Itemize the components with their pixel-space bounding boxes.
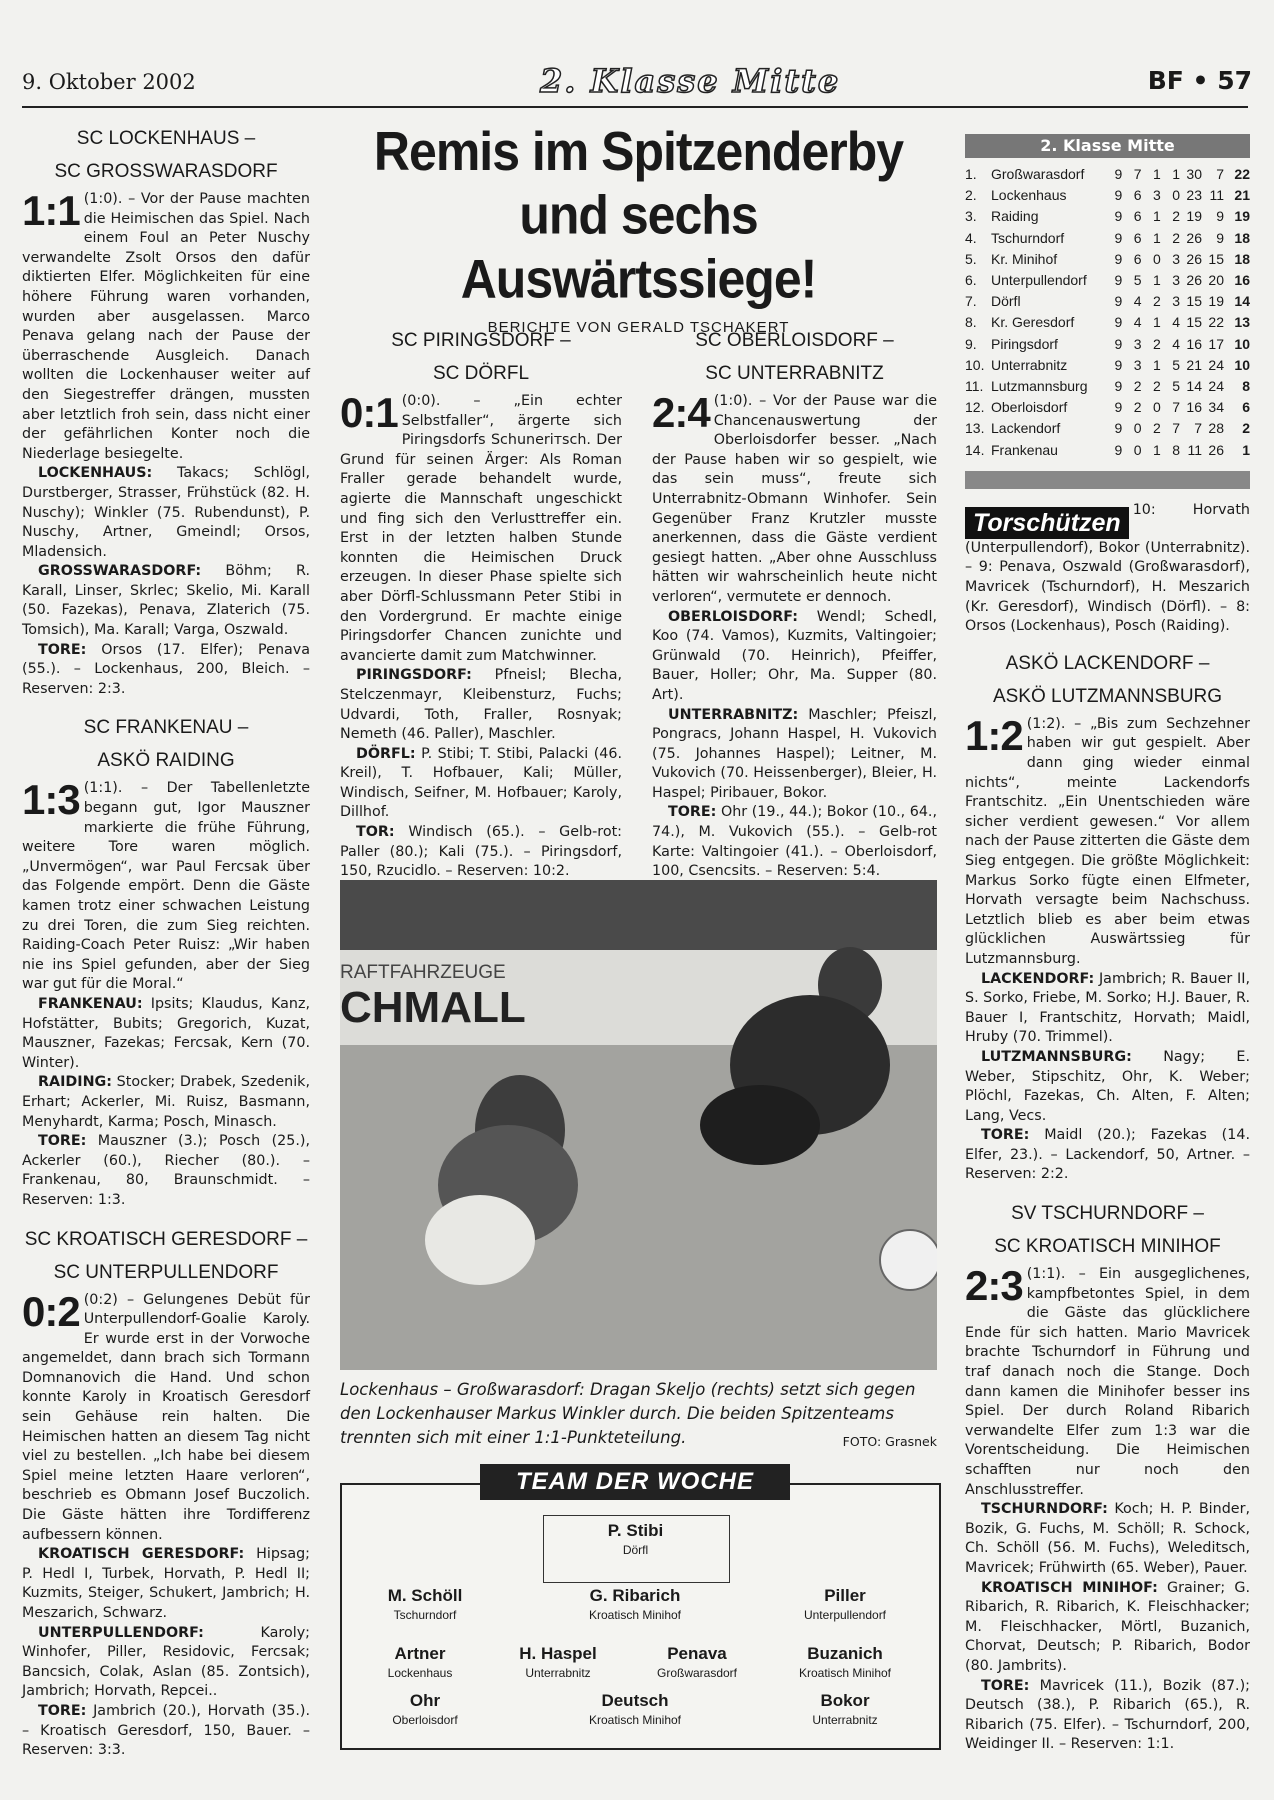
standings-row [965,376,1250,397]
standings-losses: 4 [1172,314,1180,331]
standings-losses: 1 [1172,166,1180,182]
standings-played: 9 [1114,250,1123,267]
match-text: (1:0). – Vor der Pause war die Chancenauswertung der Oberloisdorfer besser. „Nach der Pause haben wir so gespielt, wie das sein muss“, freute sich Unterrabnitz-Obmann Winhofer. Sein Gegenüber Franz Krutzler musste anerkennen, dass die Gäste verdient gesiegt hatten. „Aber ohne Ausschluss hätten wir wahrscheinlich heute nicht verloren“, vermutete er dennoch. [652,393,937,605]
lineup-away: P. Stibi; T. Stibi, Palacki (46. Kreil), T. Hofbauer, Kali; Müller, Windisch, Seifner, M. Hofbauer; Karoly, Dillhof. [340,745,623,821]
match-score: 1:3 [22,776,80,824]
standings-goals-against: 24 [1208,356,1224,373]
standings-draws: 2 [1152,335,1161,352]
match-report: SV TSCHURNDORF – SC KROATISCH MINIHOF 2:3 (1:1). – Ein ausgeglichenes, kampfbetontes Spiel, in dem die Gäste das glücklichere Ende für sich hatten. Mario Mavricek brachte Tschurndorf in Führung und traf danach noch die Stange. Doch dann kamen die Minihofer besser ins Spiel. Der durch Roland Ribarich verwandelte Elfer zum 1:3 war die Vorentscheidung. Die Heimischen schafften nur noch den Anschlusstreffer. TSCHURNDORF: Koch; H. P. Binder, Bozik, G. Fuchs, M. Schöll; R. Schock, Ch. Schöll (56. M. Fuchs), Weleditsch, Mavricek; Frühwirth (65. Weber), Pauer. KROATISCH MINIHOF: Grainer; G. Ribarich, R. Ribarich, K. Fleischhacker; M. Fleischhacker, Mörtl, Buzanich, Chorvat, Deutsch; P. Ribarich, Bodor (80. Jambrits). TORE: Mavricek (11.), Bozik (87.); Deutsch (38.), P. Ribarich (65.), R. Ribarich (75. Elfer). – Tschurndorf, 200, Weidinger II. – Reserven: 1:1. [965,1197,1250,1755]
standings-goals-against: 17 [1208,335,1224,352]
standings-row [965,312,1250,333]
goals-line: Maidl (20.); Fazekas (14. Elfer, 23.). – Lackendorf, 50, Artner. – Reserven: 2:2. [965,1127,1250,1183]
standings-goals-against: 11 [1209,187,1224,204]
standings-goals-for: 14 [1186,378,1202,395]
standings-rank: 2. [965,187,977,204]
match-score: 0:1 [340,389,398,436]
standings-goals-for: 15 [1186,293,1202,310]
match-text: (1:1). – Der Tabellenletzte begann gut, Igor Mauszner markierte die frühe Führung, weitere Tore waren möglich. „Unvermögen“, war Paul Fercsak über das Folgende empört. Denn die Gäste kamen trotz einer schwachen Leistung zu drei Toren, die zum Sieg reichten. Raiding-Coach Peter Ruisz: „Wir haben nie ins Spiel gefunden, aber der Sieg war gut für die Moral.“ [22,780,310,993]
standings-draws: 2 [1152,378,1161,395]
headline: Remis im Spitzenderby und sechs Auswärtssiege! [373,120,904,310]
team-of-week-player: Piller Unterpullendorf [803,1586,887,1622]
standings-rank: 6. [965,272,977,289]
standings-draws: 1 [1152,441,1161,458]
standings-rank: 11. [965,378,984,395]
lineup-away: Karoly; Winhofer, Piller, Residovic, Fercsak; Bancsich, Colak, Aslan (85. Zontsich), Jambrich; Horvath, Repcei.. [22,1624,310,1700]
standings-rank: 7. [965,293,977,310]
photo-credit: FOTO: Grasnek [842,1434,937,1449]
standings-draws: 1 [1152,356,1161,373]
standings-points: 14 [1234,293,1250,310]
lineup-home: Wendl; Schedl, Koo (74. Vamos), Kuzmits, Valtingoier; Grünwald (70. Heinrich), Pfeiffer, Bauer, Holler; Ohr, Ma. Supper (80. Art). [652,608,937,703]
standings-draws: 2 [1152,420,1161,437]
match-title: SV TSCHURNDORF – SC KROATISCH MINIHOF [994,1203,1221,1258]
standings-goals-for: 26 [1186,250,1202,267]
match-text: (0:0). – „Ein echter Selbstfaller“, ärgerte sich Piringsdorfs Schunerітsch. Der Grund für seinen Ärger: Als Roman Fraller gerade behandelt wurde, agierte die Mannschaft ungeschickt und fing sich den Verlusttreffer ein. Erst in der letzten halben Stunde konnten die Heimischen Druck erzeugen. In dieser Phase spielte sich aber Dörfl-Schlussmann Peter Stibi in den Vordergrund. Er machte einige Piringsdorfer Chancen zunichte und avancierte damit zum Matchwinner. [340,393,622,664]
lineup-away: Stocker; Drabek, Szedenik, Erhart; Ackerler, Mi. Ruisz, Basmann, Menyhardt, Karma; Posch, Minasch. [22,1074,310,1130]
standings-draws: 0 [1152,250,1161,267]
standings-wins: 4 [1133,314,1142,331]
standings-losses: 5 [1172,378,1180,395]
standings-row [965,228,1250,249]
standings-row [965,334,1250,355]
team-of-week-player: Artner Lockenhaus [387,1644,453,1680]
standings-played: 9 [1114,335,1123,352]
match-title: SC FRANKENAU – ASKÖ RAIDING [83,717,249,772]
standings-points: 21 [1234,187,1250,204]
standings-played: 9 [1114,356,1123,373]
team-of-week-player: Penava Großwarasdorf [656,1644,738,1680]
standings-rank: 5. [965,250,977,267]
standings-points: 1 [1242,441,1250,458]
standings-goals-against: 26 [1208,441,1224,458]
lineup-home: Takacs; Schlögl, Durstberger, Strasser, Frühstück (82. H. Nuschy); Winkler (75. Rubendunst), P. Nuschy, Artner, Gmeindl; Orsos, Mladensich. [22,465,310,560]
standings-points: 22 [1234,166,1250,182]
standings-draws: 1 [1152,272,1161,289]
standings-points: 18 [1234,250,1250,267]
standings-goals-against: 9 [1216,208,1224,225]
standings-points: 2 [1242,420,1250,437]
match-report: SC PIRINGSDORF – SC DÖRFL 0:1 (0:0). – „Ein echter Selbstfaller“, ärgerte sich Piringsdorfs Schunerітsch. Der Grund für seinen Ärger: Als Roman Fraller gerade behandelt wurde, agierte die Mannschaft ungeschickt und fing sich den Verlusttreffer ein. Erst in der letzten halben Stunde konnten die Heimischen Druck erzeugen. In dieser Phase spielte sich aber Dörfl-Schlussmann Peter Stibi in den Vordergrund. Er machte einige Piringsdorfer Chancen zunichte und avancierte damit zum Matchwinner. PIRINGSDORF: Pfneisl; Blecha, Stelczenmayr, Kleibensturz, Fuchs; Udvardi, Toth, Fraller, Rosnyak; Nemeth (46. Paller), Maschler. DÖRFL: P. Stibi; T. Stibi, Palacki (46. Kreil), T. Hofbauer, Kali; Müller, Windisch, Seifner, M. Hofbauer; Karoly, Dillhof. TOR: Windisch (65.). – Gelb-rot: Paller (80.); Kali (75.). – Piringsdorf, 150, Rzucidlo. – Reserven: 10:2. [340,324,622,882]
match-report: ASKÖ LACKENDORF – ASKÖ LUTZMANNSBURG 1:2 (1:2). – „Bis zum Sechzehner haben wir gut gespielt. Aber dann ging wieder einmal nichts“, meinte Lackendorfs Frantschitz. „Ein Unentschieden wäre sicher verdient gewesen.“ Vor allem nach der Pause zitterten die Gäste dem Sieg entgegen. Die größte Möglichkeit: Markus Sorko fügte einen Elfmeter, Horvath versagte beim Nachschuss. Letztlich blieb es aber beim etwas glücklichen Auswärtssieg für Lutzmannsburg. LACKENDORF: Jambrich; R. Bauer II, S. Sorko, Friebe, M. Sorko; H.J. Bauer, R. Bauer I, Frantschitz, Horvath; Maidl, Hruby (70. Trimmel). LUTZMANNSBURG: Nagy; E. Weber, Stipschitz, Ohr, K. Weber; Plöchl, Fazekas, Ch. Alten, F. Alten; Lang, Vecs. TORE: Maidl (20.); Fazekas (14. Elfer, 23.). – Lackendorf, 50, Artner. – Reserven: 2:2. [965,647,1250,1185]
standings-rank: 4. [965,229,977,246]
standings-goals-for: 7 [1194,420,1202,437]
standings-losses: 3 [1172,293,1180,310]
match-report: SC KROATISCH GERESDORF – SC UNTERPULLENDORF 0:2 (0:2) – Gelungenes Debüt für Unterpullendorf-Goalie Karoly. Er wurde erst in der Vorwoche angemeldet, dann brach sich Tormann Domnanovich die Hand. Und schon konnte Karoly in Kroatisch Geresdorf sein Gehäuse rein halten. Die Heimischen hatten an diesem Tag nicht viel zu bestellen. „Ich habe bei diesem Spiel meine letzten Haare verloren“, beschrieb es Obmann Josef Buczolich. Die Gäste hätten ihre Tordifferenz aufbessern können. KROATISCH GERESDORF: Hipsag; P. Hedl I, Turbek, Horvath, P. Hedl II; Kuzmits, Steiger, Schukert, Jambrich; H. Meszarich, Schwarz. UNTERPULLENDORF: Karoly; Winhofer, Piller, Residovic, Fercsak; Bancsich, Colak, Aslan (85. Zontsich), Jambrich; Horvath, Repcei.. TORE: Jambrich (20.), Horvath (35.). – Kroatisch Geresdorf, 150, Bauer. – Reserven: 3:3. [22,1223,310,1761]
header-rule [22,106,1248,108]
standings-wins: 4 [1133,293,1142,310]
standings-row [965,206,1250,227]
standings-wins: 2 [1133,399,1142,416]
standings-played: 9 [1114,272,1123,289]
standings-rank: 14. [965,441,985,458]
standings-row [965,249,1250,270]
standings-team: Frankenau [991,441,1058,458]
standings-team: Lockenhaus [991,187,1067,204]
standings-wins: 3 [1133,335,1142,352]
standings-losses: 2 [1172,229,1180,246]
banner-text-2: CHMALL [340,983,526,1032]
standings-points: 16 [1234,272,1250,289]
standings-team: Tschurndorf [991,229,1065,246]
match-report: SC FRANKENAU – ASKÖ RAIDING 1:3 (1:1). – Der Tabellenletzte begann gut, Igor Mauszner markierte die frühe Führung, weitere Tore waren möglich. „Unvermögen“, war Paul Fercsak über das Folgende empört. Denn die Gäste kamen trotz einer schwachen Leistung zu drei Toren, die zum Sieg reichten. Raiding-Coach Peter Ruisz: „Wir haben nie ins Spiel gefunden, aber der Sieg war gut für die Moral.“ FRANKENAU: Ipsits; Klaudus, Kanz, Hofstätter, Bubits; Gregorich, Kuzat, Mauszner, Fazekas; Fercsak, Kern (70. Winter). RAIDING: Stocker; Drabek, Szedenik, Erhart; Ackerler, Mi. Ruisz, Basmann, Menyhardt, Karma; Posch, Minasch. TORE: Mauszner (3.); Posch (25.), Ackerler (60.), Riecher (80.). – Frankenau, 80, Braunschmidt. – Reserven: 1:3. [22,711,310,1210]
match-report: SC LOCKENHAUS – SC GROSSWARASDORF 1:1 (1:0). – Vor der Pause machten die Heimischen das Spiel. Nach einem Foul an Peter Nuschy verwandelte Zsolt Orsos den dafür diktierten Elfer. Möglichkeiten für eine höhere Führung waren vorhanden, wurden aber ausgelassen. Marco Penava gelang nach der Pause der überraschende Ausgleich. Danach wollten die Lockenhauser weiter auf den Siegestreffer drängen, mussten aber letztlich froh sein, dass nicht einer der gefährlichen Konter noch die Niederlage besiegelte. LOCKENHAUS: Takacs; Schlögl, Durstberger, Strasser, Frühstück (82. H. Nuschy); Winkler (75. Rubendunst), P. Nuschy, Artner, Gmeindl; Orsos, Mladensich. GROSSWARASDORF: Böhm; R. Karall, Linser, Skrlec; Skelio, Mi. Karall (50. Fazekas), Penava, Zlaterich (75. Tomsich), Ma. Karall; Varga, Oszwald. TORE: Orsos (17. Elfer); Penava (55.). – Lockenhaus, 200, Bleich. – Reserven: 2:3. [22,122,310,699]
standings-draws: 2 [1152,293,1161,310]
standings-losses: 3 [1172,272,1180,289]
standings-draws: 1 [1152,229,1161,246]
standings-goals-for: 21 [1186,356,1202,373]
standings-team: Unterpullendorf [991,272,1087,289]
byline: BERICHTE VON GERALD TSCHAKERT [487,319,790,336]
standings-rank: 13. [965,420,985,437]
goals-line: Windisch (65.). – Gelb-rot: Paller (80.); Kali (75.). – Piringsdorf, 150, Rzucidlo. – Reserven: 10:2. [340,824,622,880]
team-of-week-player: H. Haspel Unterrabnitz [519,1644,597,1680]
lineup-home: Ipsits; Klaudus, Kanz, Hofstätter, Bubits; Gregorich, Kuzat, Mauszner, Fazekas; Fercsak, Kern (70. Winter). [22,995,311,1071]
team-of-week-player: M. Schöll Tschurndorf [387,1586,463,1622]
standings-rank: 10. [965,356,985,373]
team-of-week-player: Bokor Unterrabnitz [812,1691,878,1727]
standings-played: 9 [1114,399,1123,416]
standings-played: 9 [1114,378,1123,395]
standings-team: Piringsdorf [991,335,1058,352]
standings-played: 9 [1114,314,1123,331]
standings-row [965,397,1250,418]
match-score: 0:2 [22,1287,80,1335]
goals-line: Mavricek (11.), Bozik (87.); Deutsch (38.), P. Ribarich (65.), R. Ribarich (75. Elfer). – Tschurndorf, 200, Weidinger II. – Reserven: 1:1. [965,1677,1251,1753]
standings-goals-against: 7 [1216,166,1224,182]
standings-wins: 7 [1133,166,1142,182]
standings-team: Kr. Geresdorf [991,314,1075,331]
match-title: ASKÖ LACKENDORF – ASKÖ LUTZMANNSBURG [992,652,1223,707]
match-score: 1:1 [22,187,80,234]
standings-losses: 0 [1172,187,1180,204]
standings-rank: 9. [965,335,977,352]
standings-draws: 3 [1152,187,1161,204]
standings-played: 9 [1114,229,1123,246]
lineup-away: Grainer; G. Ribarich, R. Ribarich, K. Fleischhacker; M. Fleischhacker, Mörtl, Buzanich, Chorvat, Deutsch; P. Ribarich, Bodor (80. Jambrits). [965,1579,1250,1674]
standings-played: 9 [1114,293,1123,310]
standings-table [965,164,1250,461]
standings-draws: 1 [1152,208,1161,225]
top-scorers [965,501,1250,637]
standings-draws: 0 [1152,399,1161,416]
standings-team: Unterrabnitz [991,356,1068,373]
standings-goals-against: 24 [1208,378,1224,395]
standings-team: Großwarasdorf [991,166,1085,182]
lineup-away: Nagy; E. Weber, Stipschitz, Ohr, K. Weber; Plöchl, Fazekas, Ch. Alten, F. Alten; Lang, Vecs. [965,1048,1250,1124]
match-title: SC PIRINGSDORF – SC DÖRFL [391,330,571,384]
standings-team: Oberloisdorf [991,399,1068,416]
standings-wins: 0 [1133,420,1142,437]
match-score: 2:4 [652,389,710,436]
team-of-week-player: G. Ribarich Kroatisch Minihof [588,1586,682,1622]
standings-row [965,440,1250,461]
standings-wins: 6 [1133,250,1142,267]
match-title: SC OBERLOISDORF – SC UNTERRABNITZ [695,330,894,384]
lineup-home: Koch; H. P. Binder, Bozik, G. Fuchs, M. Schöll; R. Schock, Ch. Schöll (56. M. Fuchs), Weleditsch, Mavricek; Frühwirth (65. Weber), Pauer. [965,1501,1251,1576]
standings-played: 9 [1114,420,1123,437]
standings-draws: 1 [1152,166,1161,182]
standings-losses: 3 [1172,250,1180,267]
standings-played: 9 [1114,441,1123,458]
column-4 [965,118,1250,1767]
section-title: 2. Klasse Mitte [540,62,841,100]
lineup-home: Jambrich; R. Bauer II, S. Sorko, Friebe, M. Sorko; H.J. Bauer, R. Bauer I, Frantschitz, Horvath; Maidl, Hruby (70. Trimmel). [965,970,1251,1046]
match-score: 1:2 [965,711,1023,759]
column-3 [652,320,937,894]
standings-rank: 12. [965,399,985,416]
lineup-home: Hipsag; P. Hedl I, Turbek, Horvath, P. Hedl II; Kuzmits, Steiger, Schukert, Jambrich; H. Meszarich, Schwarz. [22,1546,310,1621]
match-photo [340,880,937,1370]
standings-row [965,185,1250,206]
standings-losses: 7 [1172,399,1180,416]
standings-goals-for: 26 [1186,272,1202,289]
standings-goals-for: 19 [1186,208,1202,225]
standings-goals-for: 11 [1187,441,1202,458]
match-text: (1:1). – Ein ausgeglichenes, kampfbetontes Spiel, in dem die Gäste das glücklichere Ende für sich hatten. Mario Mavricek brachte Tschurndorf in Führung und traf danach noch die Stange. Doch dann kamen die Minihofer besser ins Spiel. Der durch Roland Ribarich verwandelte Elfer zum 1:3 war die Vorentscheidung. Die Heimischen schafften nur noch den Anschlusstreffer. [965,1266,1250,1498]
standings-row [965,270,1250,291]
standings-goals-against: 9 [1216,229,1224,246]
standings-team: Raiding [991,208,1039,225]
standings-goals-for: 16 [1186,399,1202,416]
standings-wins: 6 [1133,229,1142,246]
photo-caption: Lockenhaus – Großwarasdorf: Dragan Skeljo (rechts) setzt sich gegen den Lockenhauser Markus Winkler durch. Die beiden Spitzenteams trennten sich mit einer 1:1-Punkteteilung. FOTO: Grasnek [340,1378,937,1454]
lineup-home: Pfneisl; Blecha, Stelczenmayr, Kleibensturz, Fuchs; Udvardi, Toth, Fraller, Rosnyak; Nemeth (46. Paller), Maschler. [340,667,622,743]
standings-wins: 6 [1133,208,1142,225]
team-of-week-player: Ohr Oberloisdorf [392,1691,458,1727]
standings-losses: 7 [1172,420,1180,437]
team-of-week-title: TEAM DER WOCHE [480,1464,790,1500]
match-report: SC OBERLOISDORF – SC UNTERRABNITZ 2:4 (1:0). – Vor der Pause war die Chancenauswertung der Oberloisdorfer besser. „Nach der Pause haben wir so gespielt, wie das sein muss“, freute sich Unterrabnitz-Obmann Winhofer. Sein Gegenüber Franz Krutzler musste anerkennen, dass die Gäste verdient gesiegt hatten. „Aber ohne Ausschluss hätten wir wahrscheinlich heute nicht verloren“, vermutete er dennoch. OBERLOISDORF: Wendl; Schedl, Koo (74. Vamos), Kuzmits, Valtingoier; Grünwald (70. Heinrich), Pfeiffer, Bauer, Holler; Ohr, Ma. Supper (80. Art). UNTERRABNITZ: Maschler; Pfeiszl, Pongracs, Johann Haspel, H. Vukovich (75. Johannes Haspel); Leitner, M. Vukovich (70. Heissenberger), Bleier, H. Haspel; Piribauer, Bokor. TORE: Ohr (19., 44.); Bokor (10., 64., 74.), M. Vukovich (55.). – Gelb-rot Karte: Valtingoier (41.). – Oberloisdorf, 100, Csencsits. – Reserven: 5:4. [652,324,937,882]
standings-points: 19 [1234,208,1250,225]
standings-team: Lackendorf [991,420,1061,437]
standings-row [965,291,1250,312]
banner-text-1: RAFTFAHRZEUGE [340,962,506,983]
standings-goals-for: 15 [1186,314,1202,331]
goals-line: Jambrich (20.), Horvath (35.). – Kroatisch Geresdorf, 150, Bauer. – Reserven: 3:3. [22,1702,311,1759]
standings-losses: 8 [1172,441,1180,458]
goals-line: Mauszner (3.); Posch (25.), Ackerler (60.), Riecher (80.). – Frankenau, 80, Braunschmidt. – Reserven: 1:3. [22,1133,311,1208]
team-of-week-player: P. Stibi Dörfl [607,1521,664,1557]
standings-row [965,355,1250,376]
standings-goals-for: 26 [1186,229,1202,246]
team-of-week-player: Buzanich Kroatisch Minihof [798,1644,892,1680]
standings-rank: 8. [965,314,977,331]
standings-points: 6 [1242,399,1250,416]
issue-date: 9. Oktober 2002 [22,70,196,94]
standings-draws: 1 [1152,314,1161,331]
standings-wins: 3 [1133,356,1142,373]
standings-wins: 6 [1133,187,1142,204]
match-text: (0:2) – Gelungenes Debüt für Unterpullendorf-Goalie Karoly. Er wurde erst in der Vorwoche angemeldet, dann brach sich Tormann Domnanovich die Hand. Und schon konnte Karoly in Kroatisch Geresdorf sein Gehäuse rein halten. Die Heimischen hatten an diesem Tag nicht viel zu bestellen. „Ich habe bei diesem Spiel meine letzten Haare verloren“, beschrieb es Obmann Josef Buczolich. Die Gäste hätten ihre Tordifferenz aufbessern können. [22,1291,310,1543]
standings-played: 9 [1114,187,1123,204]
standings-team: Dörfl [991,293,1021,310]
standings-goals-for: 16 [1186,335,1202,352]
standings-losses: 5 [1172,356,1180,373]
lineup-away: Maschler; Pfeiszl, Pongracs, Johann Haspel, H. Vukovich (75. Johannes Haspel); Leitner, M. Vukovich (70. Heissenberger), Bleier, H. Haspel; Piribauer, Bokor. [652,706,937,801]
standings-team: Kr. Minihof [991,250,1058,267]
standings-played: 9 [1114,166,1123,182]
standings-points: 8 [1242,378,1250,395]
standings-team: Lutzmannsburg [991,378,1088,395]
standings-goals-against: 34 [1208,399,1224,416]
match-title: SC KROATISCH GERESDORF – SC UNTERPULLENDORF [24,1228,308,1283]
top-scorers-label: Torschützen [965,507,1129,539]
standings-played: 9 [1114,208,1123,225]
column-1 [22,118,310,1773]
match-title: SC LOCKENHAUS – SC GROSSWARASDORF [54,128,278,182]
standings-row [965,164,1250,185]
standings-row [965,418,1250,439]
main-article-head [340,118,937,338]
standings-goals-for: 30 [1186,166,1202,182]
goals-line: Ohr (19., 44.); Bokor (10., 64., 74.), M. Vukovich (55.). – Gelb-rot Karte: Valtingoier (41.). – Oberloisdorf, 100, Csencsits. – Reserven: 5:4. [652,804,938,880]
team-of-week-player: Deutsch Kroatisch Minihof [588,1691,682,1727]
standings-goals-against: 15 [1208,250,1224,267]
standings-wins: 0 [1133,441,1142,458]
standings-goals-against: 20 [1208,272,1224,289]
standings-points: 10 [1234,356,1250,373]
page-number: BF • 57 [1147,66,1252,95]
photo-illustration [340,880,937,1370]
standings-points: 10 [1234,335,1250,352]
standings-footer-bar [965,471,1250,489]
lineup-away: Böhm; R. Karall, Linser, Skrlec; Skelio, Mi. Karall (50. Fazekas), Penava, Zlaterich (75. Tomsich), Ma. Karall; Varga, Oszwald. [22,563,311,639]
standings-rank: 1. [965,166,977,182]
standings-rank: 3. [965,208,977,225]
standings-wins: 5 [1133,272,1142,289]
goals-line: Orsos (17. Elfer); Penava (55.). – Lockenhaus, 200, Bleich. – Reserven: 2:3. [22,641,310,697]
standings-points: 18 [1234,229,1250,246]
match-text: (1:2). – „Bis zum Sechzehner haben wir gut gespielt. Aber dann ging wieder einmal nichts“, meinte Lackendorfs Frantschitz. „Ein Unentschieden wäre sicher verdient gewesen.“ Vor allem nach der Pause zitterten die Gäste dem Sieg entgegen. Die größte Möglichkeit: Markus Sorko fügte einen Elfmeter, Horvath versagte beim Nachschuss. Letztlich blieb es aber beim etwas glücklichen Auswärtssieg für Lutzmannsburg. [965,715,1250,967]
match-text: (1:0). – Vor der Pause machten die Heimischen das Spiel. Nach einem Foul an Peter Nuschy verwandelte Zsolt Orsos den dafür diktierten Elfer. Möglichkeiten für eine höhere Führung waren vorhanden, wurden aber ausgelassen. Marco Penava gelang nach der Pause der überraschende Ausgleich. Danach wollten die Lockenhauser weiter auf den Siegestreffer drängen, mussten aber letztlich froh sein, dass nicht einer der gefährlichen Konter noch die Niederlage besiegelte. [22,191,310,462]
top-scorers-text: 10: Horvath (Unterpullendorf), Bokor (Unterrabnitz). – 9: Penava, Oszwald (Großwarasdorf), Mavricek (Tschurndorf), H. Meszarich (Kr. Geresdorf), Windisch (Dörfl). – 8: Orsos (Lockenhaus), Posch (Raiding). [965,501,1250,635]
column-2 [340,320,622,894]
standings-goals-against: 19 [1208,293,1224,310]
standings-goals-against: 28 [1208,420,1224,437]
match-score: 2:3 [965,1262,1023,1310]
standings-losses: 2 [1172,208,1180,225]
standings-losses: 4 [1172,335,1180,352]
standings-points: 13 [1234,314,1250,331]
standings-goals-against: 22 [1208,314,1224,331]
standings-wins: 2 [1133,378,1142,395]
standings-title: 2. Klasse Mitte [965,134,1250,158]
standings-goals-for: 23 [1186,187,1202,204]
